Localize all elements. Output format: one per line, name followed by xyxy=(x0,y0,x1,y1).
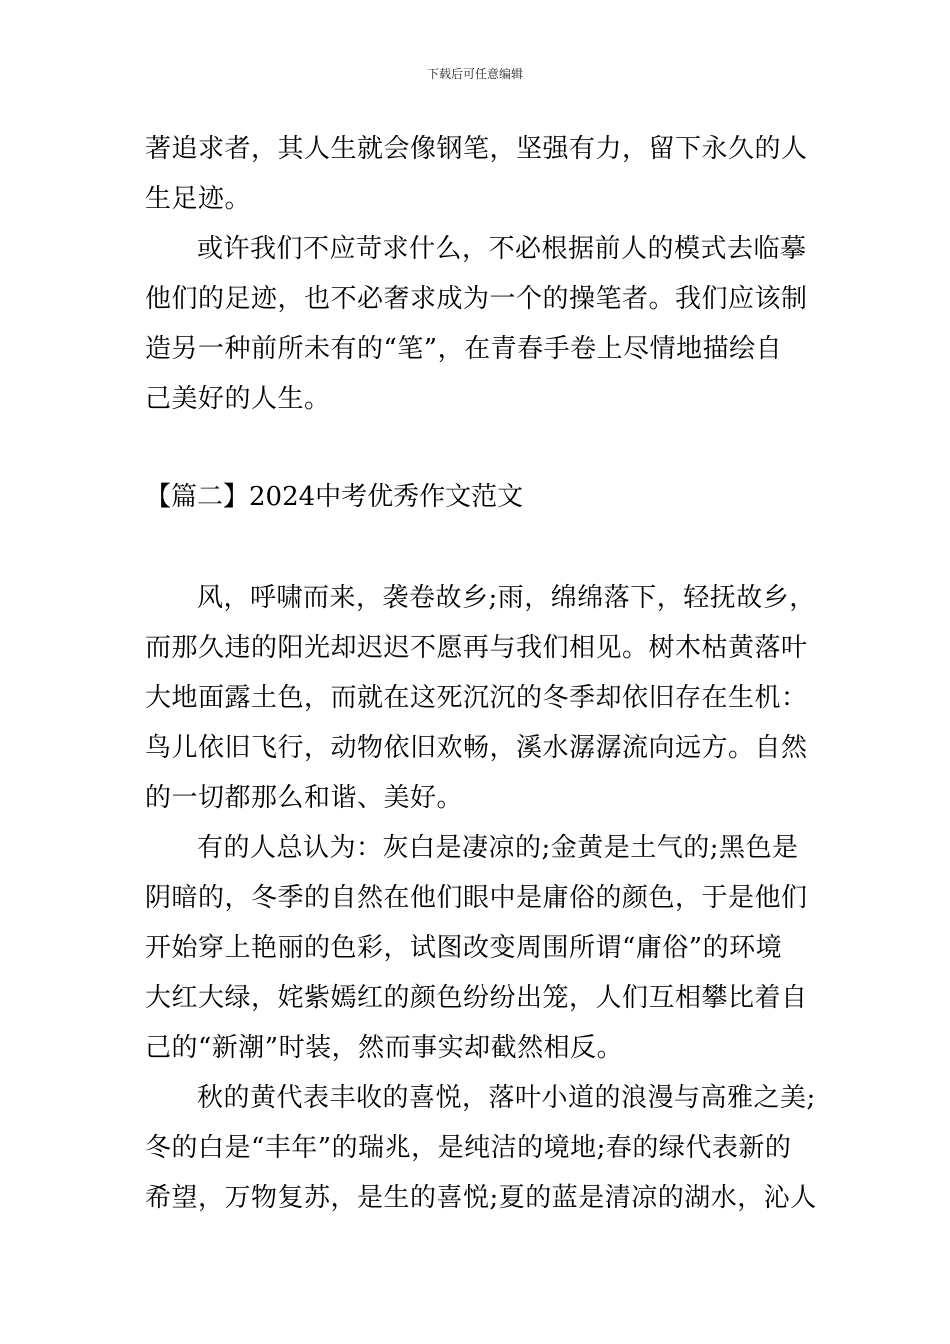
paragraph-line: 己美好的人生。 xyxy=(145,384,331,414)
paragraph-line: 有的人总认为：灰白是凄凉的;金黄是土气的;黑色是 xyxy=(197,833,799,863)
paragraph-line: 希望，万物复苏，是生的喜悦;夏的蓝是清凉的湖水，沁人 xyxy=(145,1183,817,1213)
paragraph-line: 己的“新潮”时装，然而事实却截然相反。 xyxy=(145,1033,624,1063)
paragraph-line: 开始穿上艳丽的色彩，试图改变周围所谓“庸俗”的环境 xyxy=(145,933,783,963)
paragraph-line: 风，呼啸而来，袭卷故乡;雨，绵绵落下，轻抚故乡， xyxy=(197,583,816,613)
paragraph-line: 鸟儿依旧飞行，动物依旧欢畅，溪水潺潺流向远方。自然 xyxy=(145,733,808,763)
paragraph-line: 生足迹。 xyxy=(145,184,252,214)
paragraph-line: 冬的白是“丰年”的瑞兆，是纯洁的境地;春的绿代表新的 xyxy=(145,1133,792,1163)
paragraph-line: 而那久违的阳光却迟迟不愿再与我们相见。树木枯黄落叶 xyxy=(145,633,808,663)
paragraph-line: 大红大绿，姹紫嫣红的颜色纷纷出笼，人们互相攀比着自 xyxy=(145,983,808,1013)
paragraph-line: 大地面露土色，而就在这死沉沉的冬季却依旧存在生机： xyxy=(145,683,808,713)
paragraph-line: 著追求者，其人生就会像钢笔，坚强有力，留下永久的人 xyxy=(145,134,808,164)
paragraph-line: 或许我们不应苛求什么，不必根据前人的模式去临摹 xyxy=(197,234,807,264)
section-heading: 【篇二】2024中考优秀作文范文 xyxy=(145,482,524,512)
paragraph-line: 阴暗的，冬季的自然在他们眼中是庸俗的颜色，于是他们 xyxy=(145,883,808,913)
paragraph-line: 造另一种前所未有的“笔”，在青春手卷上尽情地描绘自 xyxy=(145,334,783,364)
header-note: 下载后可任意编辑 xyxy=(426,67,523,81)
paragraph-line: 他们的足迹，也不必奢求成为一个的操笔者。我们应该制 xyxy=(145,284,808,314)
paragraph-line: 秋的黄代表丰收的喜悦，落叶小道的浪漫与高雅之美; xyxy=(197,1083,816,1113)
paragraph-line: 的一切都那么和谐、美好。 xyxy=(145,783,464,813)
